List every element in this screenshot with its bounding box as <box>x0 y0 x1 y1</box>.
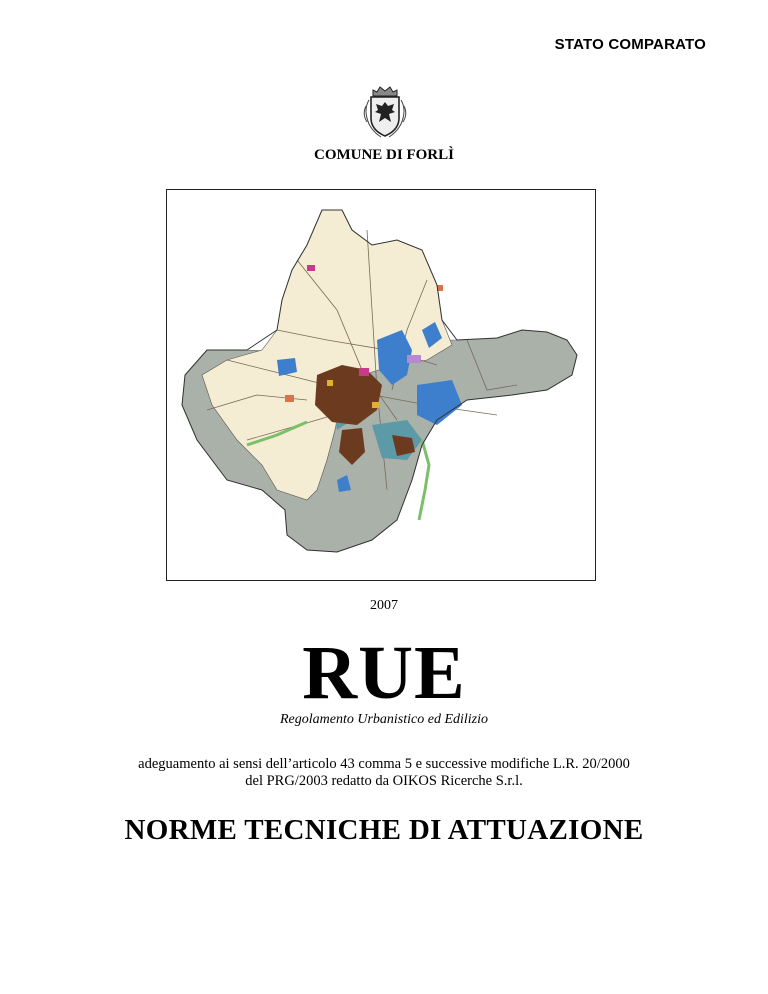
description-line-1: adeguamento ai sensi dell’articolo 43 comma 5 e successive modifiche L.R. 20/2000 <box>138 756 630 772</box>
document-subtitle: Regolamento Urbanistico ed Edilizio <box>279 712 489 727</box>
municipality-zoning-map <box>167 190 596 581</box>
coat-of-arms-icon <box>359 84 411 140</box>
section-heading: NORME TECNICHE DI ATTUAZIONE <box>124 814 644 846</box>
document-description <box>0 756 768 790</box>
publication-year: 2007 <box>370 598 398 613</box>
document-status-label: STATO COMPARATO <box>554 36 706 53</box>
zoning-map-frame <box>166 189 596 581</box>
municipality-name: COMUNE DI FORLÌ <box>313 147 454 163</box>
description-line-2: del PRG/2003 redatto da OIKOS Ricerche S.r.l. <box>245 773 523 789</box>
document-title: RUE <box>302 631 466 715</box>
crest-crown <box>373 87 397 96</box>
